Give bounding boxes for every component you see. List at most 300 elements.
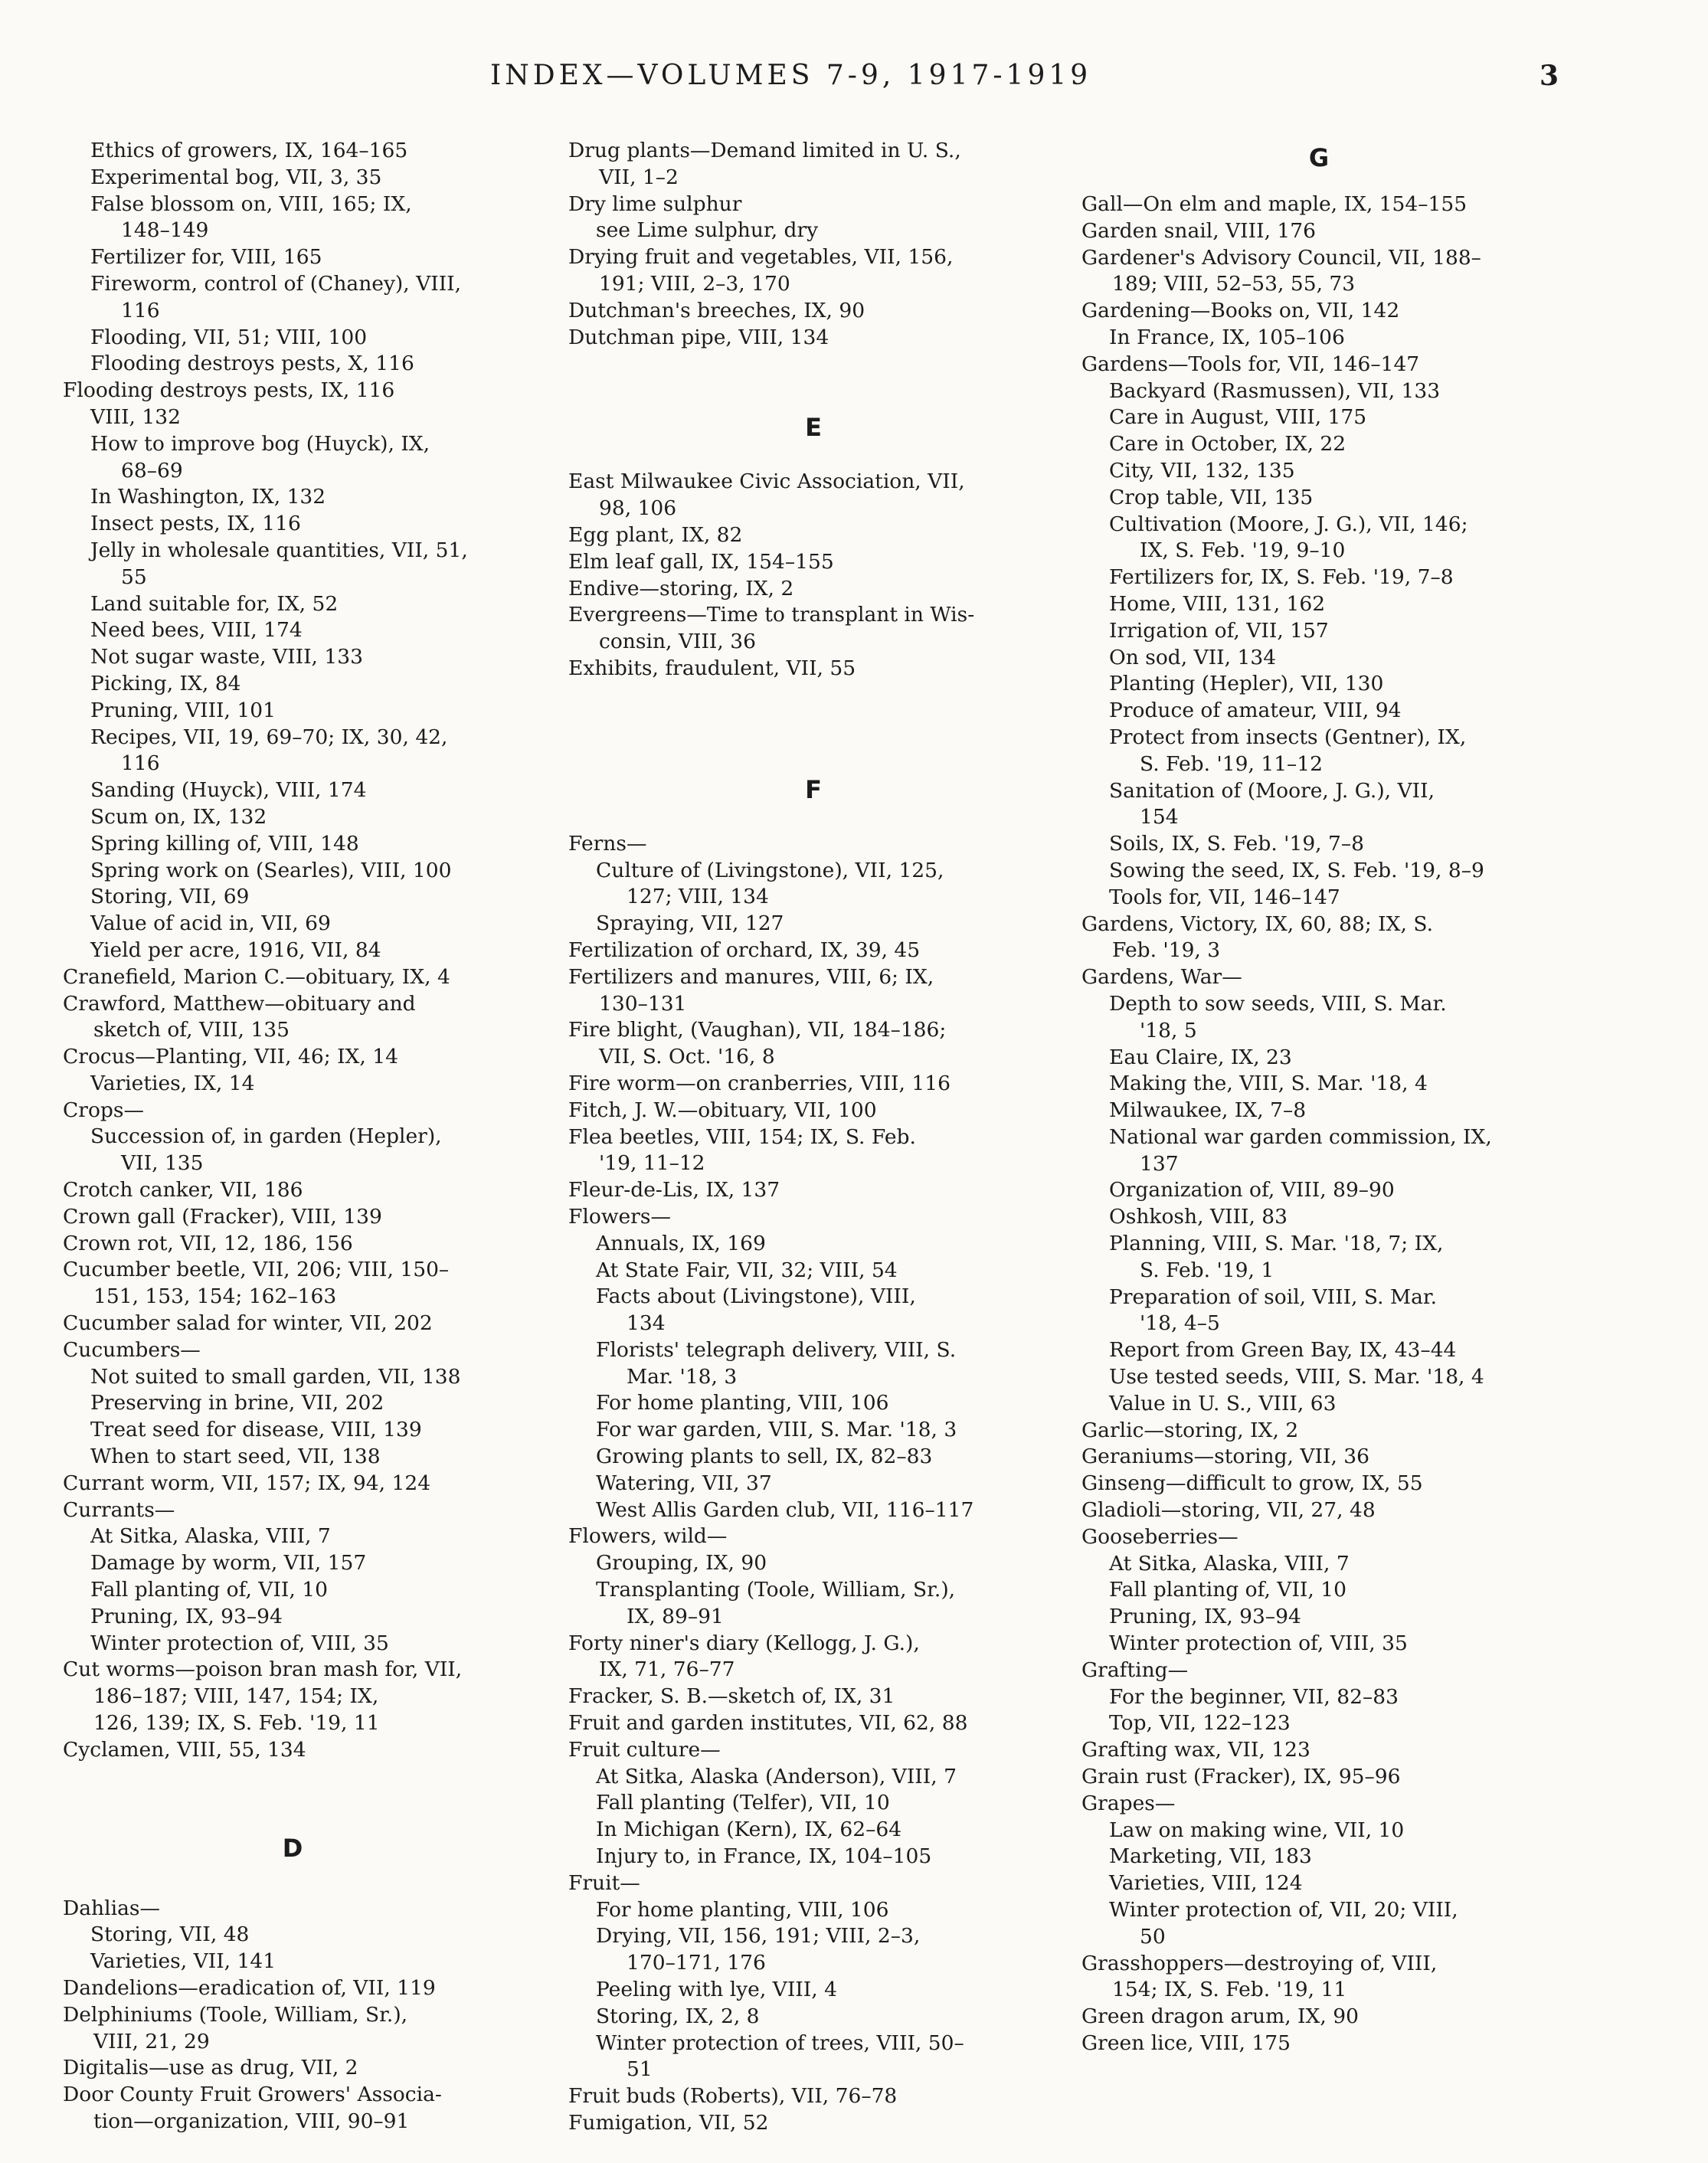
entry-line: Fire worm—on cranberries, VIII, 116: [568, 1071, 951, 1095]
index-entry: [63, 884, 522, 911]
entry-line: Grapes—: [1081, 1791, 1176, 1815]
entry-line: Flooding destroys pests, X, 116: [90, 352, 414, 376]
index-entry: [63, 1604, 522, 1631]
entry-line: Gardens, Victory, IX, 60, 88; IX, S.: [1081, 911, 1433, 936]
index-entry: [568, 1337, 1059, 1391]
entry-line: Fitch, J. W.—obituary, VII, 100: [568, 1098, 877, 1122]
index-entry: [568, 858, 1059, 911]
index-entry: [63, 1975, 522, 2002]
index-entry: [568, 2110, 1059, 2137]
entry-line: Geraniums—storing, VII, 36: [1081, 1445, 1370, 1469]
entry-line: Feb. '19, 3: [1112, 938, 1221, 963]
entry-line: Gooseberries—: [1081, 1524, 1238, 1549]
index-entry: [63, 938, 522, 964]
index-entry: [568, 1497, 1059, 1524]
index-entry: [568, 1231, 1059, 1258]
entry-line: Mar. '18, 3: [627, 1364, 738, 1389]
index-entry: [568, 1631, 1059, 1684]
index-entry: [1081, 885, 1556, 911]
index-entry: [1081, 404, 1556, 431]
entry-line: IX, S. Feb. '19, 9–10: [1140, 538, 1346, 563]
entry-line: On sod, VII, 134: [1109, 645, 1277, 669]
index-entry: [1081, 191, 1556, 218]
index-entry: [63, 911, 522, 938]
entry-line: Sanitation of (Moore, J. G.), VII,: [1109, 778, 1435, 803]
entry-line: Grasshoppers—destroying of, VIII,: [1081, 1951, 1438, 1975]
entry-line: 68–69: [121, 458, 183, 483]
index-entry: [1081, 1418, 1556, 1445]
running-title: INDEX—VOLUMES 7-9, 1917-1919: [490, 60, 1092, 91]
index-entry: [63, 538, 522, 591]
entry-line: Cultivation (Moore, J. G.), VII, 146;: [1109, 512, 1468, 536]
index-entry: [568, 1177, 1059, 1204]
entry-line: Fertilization of orchard, IX, 39, 45: [568, 938, 921, 962]
index-entry: [1081, 245, 1556, 299]
entry-line: Grafting wax, VII, 123: [1081, 1738, 1310, 1762]
index-entry: [1081, 1684, 1556, 1711]
entry-line: Planning, VIII, S. Mar. '18, 7; IX,: [1109, 1232, 1444, 1256]
index-column-1: [63, 138, 522, 2135]
entry-line: Flooding destroys pests, IX, 116: [63, 378, 395, 403]
index-entry: [568, 218, 1059, 244]
index-entry: [1081, 1818, 1556, 1844]
entry-line: S. Feb. '19, 1: [1140, 1258, 1274, 1282]
index-entry: [63, 431, 522, 485]
entry-line: Ferns—: [568, 831, 647, 856]
entry-line: 50: [1140, 1924, 1166, 1949]
index-entry: [568, 576, 1059, 603]
entry-line: Annuals, IX, 169: [596, 1231, 766, 1255]
entry-line: Spring work on (Searles), VIII, 100: [90, 858, 452, 882]
index-entry: [63, 1657, 522, 1736]
index-entry: [1081, 725, 1556, 778]
entry-line: Report from Green Bay, IX, 43–44: [1109, 1338, 1457, 1363]
index-entry: [568, 602, 1059, 656]
index-entry: [568, 1684, 1059, 1710]
index-entry: [63, 1311, 522, 1337]
index-entry: [63, 511, 522, 538]
entry-line: Fall planting (Telfer), VII, 10: [596, 1791, 890, 1815]
entry-line: Garden snail, VIII, 176: [1081, 218, 1317, 243]
index-entry: [63, 244, 522, 271]
entry-line: S. Feb. '19, 11–12: [1140, 751, 1324, 776]
index-entry: [63, 1631, 522, 1657]
index-entry: [63, 777, 522, 804]
index-entry: [1081, 1337, 1556, 1364]
index-entry: [1081, 1844, 1556, 1870]
index-entry: [568, 2030, 1059, 2084]
entry-line: Preserving in brine, VII, 202: [90, 1391, 384, 1415]
entry-line: Oshkosh, VIII, 83: [1109, 1205, 1288, 1229]
index-entry: [1081, 1577, 1556, 1604]
section-letter: D: [282, 1833, 303, 1863]
index-entry: [1081, 1071, 1556, 1098]
entry-line: Fruit culture—: [568, 1737, 721, 1762]
index-entry: [568, 2083, 1059, 2110]
index-entry: [63, 2055, 522, 2082]
entry-line: Door County Fruit Growers' Associa-: [63, 2083, 442, 2107]
entry-line: Gladioli—storing, VII, 27, 48: [1081, 1498, 1376, 1523]
index-entry: [1081, 1284, 1556, 1338]
spacer: [1081, 173, 1556, 191]
entry-line: Use tested seeds, VIII, S. Mar. '18, 4: [1109, 1365, 1484, 1389]
entry-line: Picking, IX, 84: [90, 671, 241, 695]
index-entry: [1081, 1791, 1556, 1818]
entry-line: False blossom on, VIII, 165; IX,: [90, 191, 412, 216]
index-column-3: [1081, 138, 1556, 2057]
entry-line: Dandelions—eradication of, VII, 119: [63, 1976, 436, 2000]
entry-line: Protect from insects (Gentner), IX,: [1109, 725, 1467, 749]
index-entry: [63, 1177, 522, 1204]
entry-line: City, VII, 132, 135: [1109, 458, 1295, 483]
entry-line: Drug plants—Demand limited in U. S.,: [568, 139, 961, 162]
index-entry: [1081, 671, 1556, 698]
entry-line: 126, 139; IX, S. Feb. '19, 11: [93, 1711, 380, 1736]
index-entry: [63, 484, 522, 511]
index-entry: [1081, 512, 1556, 565]
entry-line: Gardens, War—: [1081, 965, 1242, 990]
entry-line: 116: [121, 751, 160, 776]
index-entry: [568, 1017, 1059, 1071]
index-entry: [1081, 1098, 1556, 1124]
index-entry: [1081, 564, 1556, 591]
section-letter: F: [805, 774, 822, 804]
entry-line: In Washington, IX, 132: [90, 485, 326, 509]
index-entry: [63, 1922, 522, 1949]
entry-line: Growing plants to sell, IX, 82–83: [596, 1445, 933, 1469]
index-entry: [568, 298, 1059, 325]
entry-line: VII, 1–2: [599, 165, 679, 189]
index-entry: [568, 656, 1059, 682]
entry-line: 51: [627, 2057, 653, 2082]
index-entry: [63, 1497, 522, 1524]
entry-line: Crocus—Planting, VII, 46; IX, 14: [63, 1045, 398, 1069]
entry-line: VIII, 132: [90, 404, 181, 429]
index-entry: [1081, 218, 1556, 245]
index-entry: [63, 698, 522, 725]
entry-line: 189; VIII, 52–53, 55, 73: [1112, 272, 1356, 296]
entry-line: Experimental bog, VII, 3, 35: [90, 165, 382, 189]
index-entry: [63, 2002, 522, 2056]
entry-line: Home, VIII, 131, 162: [1109, 591, 1326, 616]
entry-line: Green lice, VIII, 175: [1081, 2030, 1291, 2055]
entry-line: Spraying, VII, 127: [596, 911, 784, 936]
index-entry: [63, 725, 522, 778]
index-entry: [568, 1444, 1059, 1471]
entry-line: Injury to, in France, IX, 104–105: [596, 1844, 932, 1869]
entry-line: Fertilizers and manures, VIII, 6; IX,: [568, 964, 934, 989]
index-entry: [1081, 431, 1556, 458]
index-entry: [1081, 991, 1556, 1045]
index-entry: [568, 325, 1059, 352]
entry-line: 134: [627, 1311, 666, 1336]
index-entry: [568, 1258, 1059, 1284]
entry-line: West Allis Garden club, VII, 116–117: [596, 1497, 974, 1522]
entry-line: Flooding, VII, 51; VIII, 100: [90, 325, 368, 349]
entry-line: Winter protection of, VIII, 35: [90, 1631, 389, 1655]
entry-line: Watering, VII, 37: [596, 1471, 772, 1495]
entry-line: 186–187; VIII, 147, 154; IX,: [93, 1684, 379, 1709]
index-entry: [63, 1444, 522, 1471]
section-letter: G: [1308, 143, 1330, 172]
entry-line: Fumigation, VII, 52: [568, 2111, 769, 2135]
index-entry: [63, 325, 522, 352]
entry-line: 98, 106: [599, 496, 677, 521]
entry-line: Pruning, IX, 93–94: [1109, 1605, 1301, 1629]
entry-line: Scum on, IX, 132: [90, 804, 267, 829]
entry-line: Storing, IX, 2, 8: [596, 2004, 760, 2028]
entry-line: see Lime sulphur, dry: [596, 218, 819, 243]
entry-line: Pruning, IX, 93–94: [90, 1604, 283, 1628]
index-entry: [568, 138, 1059, 191]
index-entry: [63, 1550, 522, 1577]
entry-line: Facts about (Livingstone), VIII,: [596, 1284, 916, 1309]
entry-line: Fertilizers for, IX, S. Feb. '19, 7–8: [1109, 565, 1454, 590]
entry-line: sketch of, VIII, 135: [93, 1018, 290, 1042]
entry-line: Gardening—Books on, VII, 142: [1081, 299, 1400, 323]
entry-line: Winter protection of trees, VIII, 50–: [596, 2030, 964, 2055]
index-entry: [1081, 1124, 1556, 1178]
entry-line: 137: [1140, 1151, 1179, 1176]
index-entry: [63, 1044, 522, 1071]
index-entry: [63, 1204, 522, 1231]
index-entry: [1081, 1551, 1556, 1578]
entry-line: Law on making wine, VII, 10: [1109, 1818, 1405, 1842]
index-entry: [1081, 1364, 1556, 1391]
index-entry: [63, 1949, 522, 1975]
index-entry: [568, 469, 1059, 522]
index-entry: [63, 1098, 522, 1124]
index-entry: [63, 2082, 522, 2135]
index-entry: [568, 2004, 1059, 2030]
index-entry: [1081, 858, 1556, 885]
index-entry: [568, 549, 1059, 576]
entry-line: 130–131: [599, 991, 687, 1016]
entry-line: Insect pests, IX, 116: [90, 512, 301, 536]
index-entry: [568, 191, 1059, 218]
entry-line: Digitalis—use as drug, VII, 2: [63, 2056, 358, 2080]
entry-line: IX, 71, 76–77: [599, 1657, 735, 1682]
index-entry: [1081, 1764, 1556, 1791]
entry-line: Spring killing of, VIII, 148: [90, 831, 359, 856]
entry-line: '19, 11–12: [599, 1151, 705, 1176]
entry-line: VIII, 21, 29: [93, 2029, 210, 2053]
index-column-2: [568, 138, 1059, 2137]
index-entry: [568, 1204, 1059, 1231]
entry-line: Grouping, IX, 90: [596, 1551, 767, 1576]
entry-line: Cranefield, Marion C.—obituary, IX, 4: [63, 964, 450, 989]
index-entry: [1081, 1231, 1556, 1284]
index-entry: [1081, 911, 1556, 965]
index-entry: [1081, 1897, 1556, 1951]
index-entry: [63, 378, 522, 404]
entry-line: Transplanting (Toole, William, Sr.),: [596, 1578, 956, 1602]
entry-line: At Sitka, Alaska, VIII, 7: [1109, 1551, 1350, 1576]
index-entry: [568, 911, 1059, 938]
entry-line: Evergreens—Time to transplant in Wis-: [568, 603, 975, 627]
page-number: 3: [1539, 60, 1559, 92]
index-entry: [1081, 1444, 1556, 1471]
index-entry: [568, 1417, 1059, 1444]
index-entry: [63, 165, 522, 191]
index-entry: [1081, 618, 1556, 645]
entry-line: Varieties, VIII, 124: [1109, 1871, 1303, 1896]
entry-line: Winter protection of, VIII, 35: [1109, 1631, 1408, 1656]
entry-line: Crown rot, VII, 12, 186, 156: [63, 1231, 353, 1255]
entry-line: Not sugar waste, VIII, 133: [90, 645, 363, 669]
index-entry: [63, 831, 522, 858]
index-entry: [63, 191, 522, 245]
index-entry: [568, 1523, 1059, 1550]
index-entry: [568, 1284, 1059, 1337]
index-entry: [568, 1390, 1059, 1417]
index-entry: [568, 1923, 1059, 1977]
entry-line: Dahlias—: [63, 1896, 160, 1920]
entry-line: Making the, VIII, S. Mar. '18, 4: [1109, 1072, 1428, 1096]
entry-line: Fertilizer for, VIII, 165: [90, 245, 322, 270]
entry-line: VII, 135: [121, 1151, 204, 1176]
index-entry: [63, 591, 522, 618]
index-entry: [1081, 1497, 1556, 1524]
entry-line: In Michigan (Kern), IX, 62–64: [596, 1818, 902, 1842]
entry-line: Backyard (Rasmussen), VII, 133: [1109, 378, 1441, 403]
entry-line: VII, S. Oct. '16, 8: [599, 1045, 775, 1069]
index-entry: [1081, 778, 1556, 832]
entry-line: Flea beetles, VIII, 154; IX, S. Feb.: [568, 1124, 916, 1149]
entry-line: Exhibits, fraudulent, VII, 55: [568, 656, 856, 680]
entry-line: Planting (Hepler), VII, 130: [1109, 672, 1384, 696]
entry-line: Not suited to small garden, VII, 138: [90, 1364, 461, 1389]
entry-line: Jelly in wholesale quantities, VII, 51,: [90, 538, 468, 562]
entry-line: Culture of (Livingstone), VII, 125,: [596, 858, 944, 882]
index-entry: [1081, 458, 1556, 485]
entry-line: Cucumber salad for winter, VII, 202: [63, 1311, 433, 1336]
entry-line: Crawford, Matthew—obituary and: [63, 991, 416, 1016]
entry-line: Drying fruit and vegetables, VII, 156,: [568, 245, 954, 270]
entry-line: Depth to sow seeds, VIII, S. Mar.: [1109, 991, 1447, 1016]
entry-line: consin, VIII, 36: [599, 630, 756, 654]
entry-line: Dutchman's breeches, IX, 90: [568, 298, 865, 322]
index-entry: [1081, 2004, 1556, 2030]
entry-line: At Sitka, Alaska, VIII, 7: [90, 1524, 331, 1549]
entry-line: Currant worm, VII, 157; IX, 94, 124: [63, 1471, 431, 1495]
entry-line: Sanding (Huyck), VIII, 174: [90, 778, 367, 803]
index-entry: [1081, 1710, 1556, 1737]
entry-line: Crops—: [63, 1098, 144, 1122]
entry-line: When to start seed, VII, 138: [90, 1445, 381, 1469]
entry-line: Recipes, VII, 19, 69–70; IX, 30, 42,: [90, 725, 448, 749]
entry-line: Elm leaf gall, IX, 154–155: [568, 549, 834, 574]
entry-line: Egg plant, IX, 82: [568, 522, 743, 547]
entry-line: For the beginner, VII, 82–83: [1109, 1684, 1399, 1709]
index-entry: [1081, 1391, 1556, 1418]
index-entry: [1081, 1177, 1556, 1204]
entry-line: 151, 153, 154; 162–163: [93, 1284, 337, 1309]
index-entry: [63, 671, 522, 698]
entry-line: Produce of amateur, VIII, 94: [1109, 699, 1402, 723]
index-entry: [1081, 1631, 1556, 1657]
entry-line: Sowing the seed, IX, S. Feb. '19, 8–9: [1109, 858, 1484, 882]
entry-line: Fall planting of, VII, 10: [1109, 1578, 1346, 1602]
entry-line: Cut worms—poison bran mash for, VII,: [63, 1657, 463, 1682]
entry-line: 154: [1140, 805, 1179, 830]
entry-line: Grain rust (Fracker), IX, 95–96: [1081, 1765, 1401, 1789]
index-entry: [568, 1737, 1059, 1764]
entry-line: Storing, VII, 69: [90, 885, 250, 909]
entry-line: Flowers, wild—: [568, 1524, 728, 1549]
entry-line: Succession of, in garden (Hepler),: [90, 1124, 442, 1149]
entry-line: Fleur-de-Lis, IX, 137: [568, 1178, 780, 1203]
entry-line: For war garden, VIII, S. Mar. '18, 3: [596, 1418, 957, 1442]
index-entry: [568, 1550, 1059, 1577]
entry-line: Value of acid in, VII, 69: [90, 911, 331, 936]
entry-line: Crown gall (Fracker), VIII, 139: [63, 1204, 382, 1229]
index-entry: [63, 804, 522, 831]
entry-line: Gardener's Advisory Council, VII, 188–: [1081, 245, 1481, 270]
entry-line: Storing, VII, 48: [90, 1922, 250, 1947]
entry-line: Delphiniums (Toole, William, Sr.),: [63, 2002, 408, 2027]
entry-line: At Sitka, Alaska (Anderson), VIII, 7: [596, 1764, 957, 1788]
entry-line: Grafting—: [1081, 1657, 1189, 1682]
entry-line: 55: [121, 564, 147, 589]
index-entry: [63, 644, 522, 671]
entry-line: Yield per acre, 1916, VII, 84: [90, 938, 381, 962]
index-entry: [568, 1897, 1059, 1924]
entry-line: IX, 89–91: [627, 1604, 724, 1628]
entry-line: Eau Claire, IX, 23: [1109, 1045, 1292, 1069]
index-entry: [63, 271, 522, 325]
entry-line: Tools for, VII, 146–147: [1109, 885, 1340, 909]
index-entry: [63, 617, 522, 644]
index-entry: [568, 1764, 1059, 1791]
index-entry: [63, 351, 522, 378]
entry-line: Varieties, VII, 141: [90, 1949, 276, 1974]
entry-line: Dutchman pipe, VIII, 134: [568, 325, 829, 349]
index-entry: [1081, 1524, 1556, 1551]
index-entry: [568, 1124, 1059, 1178]
entry-line: Treat seed for disease, VIII, 139: [90, 1418, 422, 1442]
entry-line: Fall planting of, VII, 10: [90, 1578, 328, 1602]
entry-line: Green dragon arum, IX, 90: [1081, 2004, 1359, 2029]
spacer: [568, 351, 1059, 412]
entry-line: Organization of, VIII, 89–90: [1109, 1178, 1395, 1203]
entry-line: 127; VIII, 134: [627, 885, 769, 909]
section-letter: E: [805, 413, 822, 443]
entry-line: Dry lime sulphur: [568, 191, 742, 216]
index-entry: [568, 1817, 1059, 1844]
index-entry: [1081, 831, 1556, 858]
entry-line: 148–149: [121, 218, 209, 243]
entry-line: Fruit buds (Roberts), VII, 76–78: [568, 2084, 898, 2109]
index-entry: [63, 1124, 522, 1177]
index-entry: [568, 1098, 1059, 1124]
entry-line: Fruit—: [568, 1870, 640, 1895]
entry-line: Care in October, IX, 22: [1109, 432, 1346, 456]
index-entry: [568, 938, 1059, 964]
index-entry: [63, 1337, 522, 1364]
index-entry: [1081, 298, 1556, 325]
index-entry: [1081, 1471, 1556, 1497]
entry-line: Florists' telegraph delivery, VIII, S.: [596, 1337, 957, 1362]
index-entry: [568, 1710, 1059, 1737]
entry-line: For home planting, VIII, 106: [596, 1391, 889, 1415]
index-entry: [63, 1231, 522, 1258]
index-entry: [1081, 1737, 1556, 1764]
index-entry: [1081, 1204, 1556, 1231]
index-entry: [568, 1471, 1059, 1497]
spacer: [63, 1764, 522, 1833]
entry-line: Cucumbers—: [63, 1337, 201, 1362]
